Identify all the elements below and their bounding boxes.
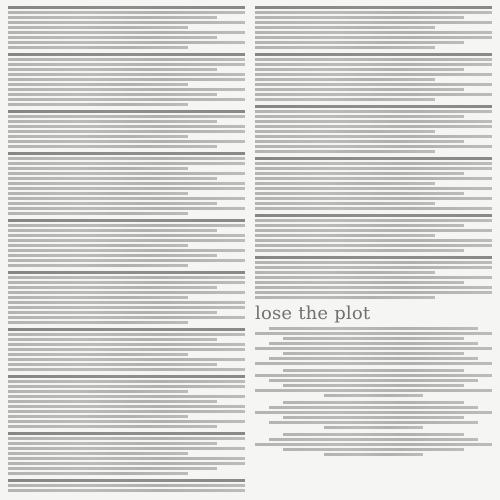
right-line [255, 214, 492, 217]
right-line [255, 130, 435, 133]
credits-line [255, 374, 492, 377]
left-block-10 [8, 479, 245, 492]
right-line [255, 281, 464, 284]
right-line [255, 125, 492, 128]
left-line [8, 197, 245, 200]
right-block-6 [255, 256, 492, 299]
left-line [8, 452, 188, 455]
right-line [255, 145, 492, 148]
left-line [8, 333, 245, 336]
left-line [8, 11, 245, 14]
credits-line [324, 453, 424, 456]
credits-block-4 [255, 433, 492, 456]
left-line [8, 390, 188, 393]
right-line [255, 73, 492, 76]
left-line [8, 311, 217, 314]
left-line [8, 358, 245, 361]
right-line [255, 266, 492, 269]
left-line [8, 316, 245, 319]
left-block-9 [8, 432, 245, 475]
left-line [8, 93, 217, 96]
left-line [8, 489, 245, 492]
right-block-4 [255, 157, 492, 210]
left-line [8, 21, 245, 24]
right-line [255, 120, 492, 123]
right-line [255, 115, 464, 118]
right-line [255, 31, 492, 34]
left-block-8 [8, 375, 245, 428]
right-line [255, 83, 492, 86]
left-line [8, 53, 245, 56]
section-heading: lose the plot [255, 303, 371, 324]
left-line [8, 437, 245, 440]
left-line [8, 479, 245, 482]
left-line [8, 110, 245, 113]
left-line [8, 254, 217, 257]
credits-line [269, 379, 478, 382]
credits-block-2 [255, 369, 492, 397]
left-line [8, 46, 188, 49]
left-line [8, 130, 245, 133]
right-block-2 [255, 53, 492, 101]
left-line [8, 98, 245, 101]
right-line [255, 53, 492, 56]
right-line [255, 291, 492, 294]
left-line [8, 26, 188, 29]
left-line [8, 167, 188, 170]
left-line [8, 296, 188, 299]
two-column-layout [8, 6, 492, 492]
left-line [8, 467, 217, 470]
left-line [8, 271, 245, 274]
left-line [8, 415, 188, 418]
credits-line [269, 357, 478, 360]
credits-line [255, 332, 492, 335]
credits-line [255, 411, 492, 414]
left-line [8, 202, 217, 205]
left-line [8, 135, 188, 138]
left-line [8, 321, 188, 324]
right-line [255, 6, 492, 9]
left-line [8, 368, 245, 371]
left-line [8, 249, 245, 252]
left-block-5 [8, 219, 245, 267]
left-line [8, 405, 245, 408]
left-line [8, 264, 188, 267]
right-line [255, 41, 464, 44]
right-line [255, 150, 435, 153]
right-line [255, 177, 492, 180]
right-line [255, 157, 492, 160]
left-block-7 [8, 328, 245, 371]
left-line [8, 259, 245, 262]
right-line [255, 207, 492, 210]
credits-line [283, 369, 463, 372]
left-line [8, 58, 245, 61]
left-line [8, 380, 245, 383]
left-line [8, 343, 245, 346]
left-column [8, 6, 245, 492]
left-line [8, 145, 217, 148]
left-line [8, 395, 245, 398]
left-block-4 [8, 152, 245, 215]
left-line [8, 78, 245, 81]
left-line [8, 125, 245, 128]
left-line [8, 420, 245, 423]
credits-block-3 [255, 401, 492, 429]
right-line [255, 234, 435, 237]
right-block-1 [255, 6, 492, 49]
credits-line [283, 433, 463, 436]
left-line [8, 348, 245, 351]
credits-line [283, 448, 463, 451]
left-line [8, 286, 217, 289]
right-line [255, 286, 492, 289]
left-line [8, 152, 245, 155]
left-line [8, 462, 245, 465]
left-line [8, 234, 245, 237]
right-line [255, 93, 492, 96]
left-line [8, 6, 245, 9]
left-block-1 [8, 6, 245, 49]
left-line [8, 385, 245, 388]
right-line [255, 296, 435, 299]
right-line [255, 98, 435, 101]
right-line [255, 249, 464, 252]
credits-line [283, 384, 463, 387]
right-line [255, 11, 492, 14]
left-line [8, 73, 245, 76]
right-line [255, 271, 435, 274]
right-block-3 [255, 105, 492, 153]
left-line [8, 63, 245, 66]
left-line [8, 172, 245, 175]
left-line [8, 353, 188, 356]
left-line [8, 41, 245, 44]
left-line [8, 306, 245, 309]
credits-line [269, 342, 478, 345]
left-line [8, 36, 217, 39]
credits-line [269, 438, 478, 441]
left-line [8, 219, 245, 222]
right-line [255, 78, 435, 81]
right-line [255, 261, 492, 264]
right-line [255, 105, 492, 108]
right-line [255, 36, 492, 39]
left-block-2 [8, 53, 245, 106]
right-line [255, 58, 492, 61]
credits-line [255, 347, 492, 350]
credits-line [283, 416, 463, 419]
right-line [255, 63, 492, 66]
left-line [8, 244, 188, 247]
credits-line [255, 389, 492, 392]
right-line [255, 192, 464, 195]
right-line [255, 135, 492, 138]
credits-block-1 [255, 327, 492, 365]
left-line [8, 291, 245, 294]
right-line [255, 140, 464, 143]
right-line [255, 229, 492, 232]
left-line [8, 400, 217, 403]
left-line [8, 182, 245, 185]
credits-line [255, 443, 492, 446]
right-line [255, 162, 492, 165]
credits-line [269, 406, 478, 409]
left-line [8, 207, 245, 210]
left-block-3 [8, 110, 245, 148]
left-line [8, 177, 217, 180]
left-line [8, 239, 245, 242]
left-line [8, 68, 217, 71]
left-line [8, 115, 245, 118]
left-line [8, 229, 217, 232]
credits-line [255, 362, 492, 365]
left-line [8, 224, 245, 227]
right-line [255, 16, 464, 19]
right-line [255, 110, 492, 113]
left-line [8, 120, 217, 123]
left-line [8, 157, 245, 160]
left-line [8, 212, 188, 215]
left-line [8, 442, 217, 445]
credits-line [283, 337, 463, 340]
left-line [8, 338, 217, 341]
right-line [255, 202, 435, 205]
left-line [8, 472, 188, 475]
left-line [8, 192, 188, 195]
left-line [8, 103, 188, 106]
right-line [255, 239, 492, 242]
left-line [8, 425, 217, 428]
left-line [8, 484, 245, 487]
left-line [8, 88, 245, 91]
left-line [8, 276, 245, 279]
credits-line [269, 327, 478, 330]
left-line [8, 375, 245, 378]
left-line [8, 410, 245, 413]
left-line [8, 281, 245, 284]
right-line [255, 182, 435, 185]
right-line [255, 276, 492, 279]
right-line [255, 26, 435, 29]
right-line [255, 88, 464, 91]
left-line [8, 187, 245, 190]
left-block-6 [8, 271, 245, 324]
right-line [255, 172, 464, 175]
right-line [255, 68, 464, 71]
left-line [8, 363, 217, 366]
right-line [255, 21, 492, 24]
right-line [255, 256, 492, 259]
left-line [8, 16, 217, 19]
left-line [8, 432, 245, 435]
left-line [8, 328, 245, 331]
left-line [8, 162, 245, 165]
right-line [255, 197, 492, 200]
right-block-5 [255, 214, 492, 252]
right-line [255, 46, 435, 49]
left-line [8, 83, 188, 86]
credits-line [324, 426, 424, 429]
credits-line [283, 352, 463, 355]
credits-line [269, 421, 478, 424]
credits-line [283, 401, 463, 404]
left-line [8, 457, 245, 460]
right-line [255, 187, 492, 190]
left-line [8, 447, 245, 450]
right-line [255, 219, 492, 222]
right-line [255, 244, 492, 247]
credits-line [324, 394, 424, 397]
right-column [255, 6, 492, 492]
right-line [255, 167, 492, 170]
left-line [8, 140, 245, 143]
left-line [8, 31, 245, 34]
left-line [8, 301, 245, 304]
right-line [255, 224, 464, 227]
